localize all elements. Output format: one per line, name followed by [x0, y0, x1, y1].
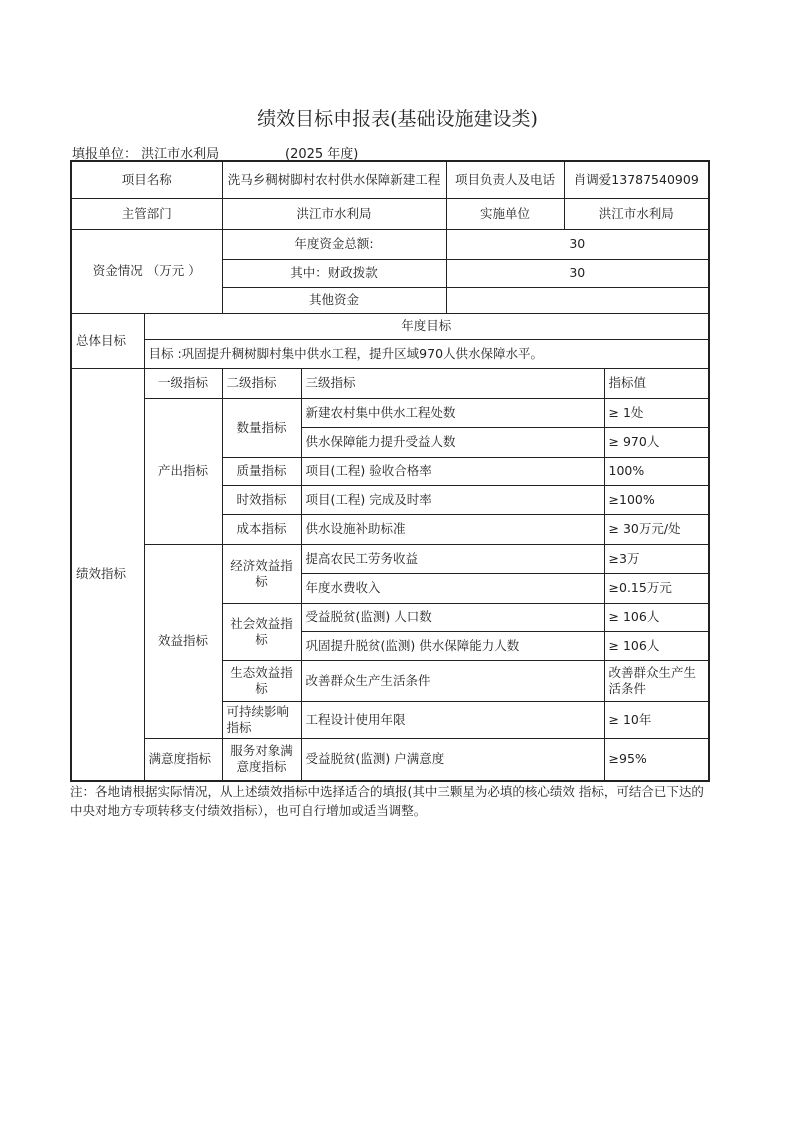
reporting-unit: 填报单位： 洪江市水利局: [72, 147, 220, 162]
l3-item: 项目(工程) 验收合格率: [301, 457, 604, 485]
funds-row-label: 其他资金: [222, 287, 446, 313]
indicator-value: ≥ 106人: [604, 631, 709, 660]
funds-row-label: 年度资金总额:: [222, 229, 446, 259]
indicator-value: ≥ 30万元/处: [604, 514, 709, 544]
l3-item: 供水设施补助标准: [301, 514, 604, 544]
dept-label: 主管部门: [71, 198, 222, 229]
l2-quality: 质量指标: [222, 457, 301, 485]
l3-item: 工程设计使用年限: [301, 701, 604, 738]
funds-row-value: [446, 287, 709, 313]
header-l3: 三级指标: [301, 368, 604, 398]
l3-item: 受益脱贫(监测) 人口数: [301, 603, 604, 631]
l2-service-satisfaction: 服务对象满意度指标: [222, 738, 301, 781]
project-name-label: 项目名称: [71, 161, 222, 198]
project-name: 洗马乡稠树脚村农村供水保障新建工程: [222, 161, 446, 198]
year-goal-text: 目标 :巩固提升稠树脚村集中供水工程，提升区域970人供水保障水平。: [144, 339, 709, 368]
l3-item: 受益脱贫(监测) 户满意度: [301, 738, 604, 781]
l3-item: 巩固提升脱贫(监测) 供水保障能力人数: [301, 631, 604, 660]
owner-label: 项目负责人及电话: [446, 161, 564, 198]
l2-timeliness: 时效指标: [222, 485, 301, 514]
indicator-value: ≥ 970人: [604, 427, 709, 457]
l2-ecological: 生态效益指标: [222, 660, 301, 701]
report-year: (2025 年度): [285, 147, 359, 162]
funds-label: 资金情况 （万元 ）: [71, 229, 222, 313]
header-l1: 一级指标: [144, 368, 222, 398]
indicator-value: ≥ 106人: [604, 603, 709, 631]
owner-value: 肖调爱13787540909: [564, 161, 709, 198]
l2-sustainability: 可持续影响指标: [222, 701, 301, 738]
funds-row-value: 30: [446, 229, 709, 259]
year-goal-header: 年度目标: [144, 313, 709, 339]
l3-item: 年度水费收入: [301, 573, 604, 603]
l3-item: 新建农村集中供水工程处数: [301, 398, 604, 427]
indicator-value: 改善群众生产生活条件: [604, 660, 709, 701]
header-value: 指标值: [604, 368, 709, 398]
dept-value: 洪江市水利局: [222, 198, 446, 229]
indicator-value: ≥ 10年: [604, 701, 709, 738]
l3-item: 提高农民工劳务收益: [301, 544, 604, 573]
impl-label: 实施单位: [446, 198, 564, 229]
l3-item: 项目(工程) 完成及时率: [301, 485, 604, 514]
indicator-value: 100%: [604, 457, 709, 485]
indicator-value: ≥0.15万元: [604, 573, 709, 603]
impl-value: 洪江市水利局: [564, 198, 709, 229]
l3-item: 改善群众生产生活条件: [301, 660, 604, 701]
funds-row-label: 其中：财政拨款: [222, 259, 446, 287]
l2-quantity: 数量指标: [222, 398, 301, 457]
l3-item: 供水保障能力提升受益人数: [301, 427, 604, 457]
l2-social: 社会效益指标: [222, 603, 301, 660]
l1-output: 产出指标: [144, 398, 222, 544]
l1-benefit: 效益指标: [144, 544, 222, 738]
l2-economic: 经济效益指标: [222, 544, 301, 603]
performance-table: [70, 160, 710, 782]
l2-cost: 成本指标: [222, 514, 301, 544]
page-title: 绩效目标申报表(基础设施建设类): [257, 108, 538, 130]
overall-goal-label: 总体目标: [71, 313, 144, 368]
footnote: 注：各地请根据实际情况，从上述绩效指标中选择适合的填报(其中三颗星为必填的核心绩效 指标，可结合已下达的中央对地方专项转移支付绩效指标），也可自行增加或适当调整。: [70, 784, 704, 818]
l1-satisfaction: 满意度指标: [144, 738, 222, 781]
funds-row-value: 30: [446, 259, 709, 287]
indicator-value: ≥3万: [604, 544, 709, 573]
indicator-value: ≥100%: [604, 485, 709, 514]
header-l2: 二级指标: [222, 368, 301, 398]
indicator-value: ≥ 1处: [604, 398, 709, 427]
perf-label: 绩效指标: [71, 368, 144, 781]
indicator-value: ≥95%: [604, 738, 709, 781]
